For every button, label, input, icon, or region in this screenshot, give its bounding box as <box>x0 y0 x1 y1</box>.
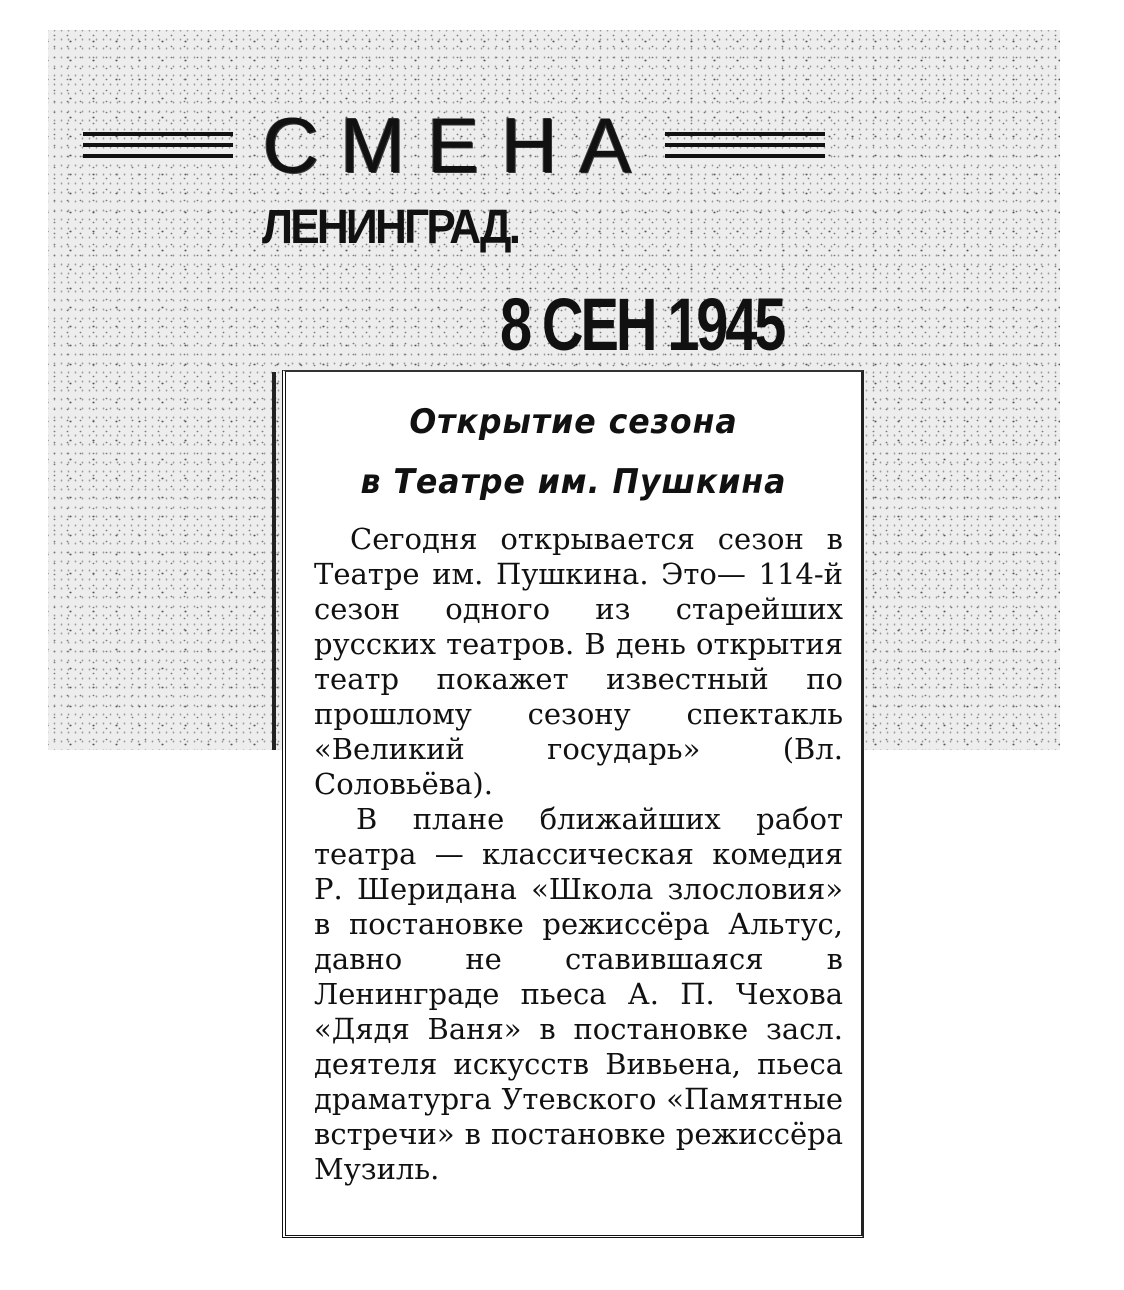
masthead-rule-left <box>83 132 233 158</box>
city-name: ЛЕНИНГРАД. <box>262 201 519 254</box>
article-paragraph-1: Сегодня открывается сезон в Театре им. Пушкина. Это— 114-й сезон одного из старейших русских театров. В день открытия театр покажет известный по прошлому сезону спектакль «Великий государь» (Вл. Соловьёва). <box>314 522 843 801</box>
clipping-edge-mark <box>272 372 276 750</box>
headline-line-1: Открытие сезона <box>409 402 738 442</box>
masthead <box>48 100 860 190</box>
article-clipping <box>282 370 864 1238</box>
newspaper-title: СМЕНА <box>262 100 654 189</box>
headline-line-2: в Театре им. Пушкина <box>360 462 787 502</box>
article-paragraph-2: В плане ближайших работ театра — классическая комедия Р. Шеридана «Школа злословия» в постановке режиссёра Альтус, давно не ставившаяся в Ленинграде пьеса А. П. Чехова «Дядя Ваня» в постановке засл. деятеля искусств Вивьена, пьеса драматурга Утевского «Памятные встречи» в постановке режиссёра Музиль. <box>314 802 843 1186</box>
masthead-rule-right <box>665 132 825 158</box>
date-stamp: 8 СЕН 1945 <box>500 283 784 366</box>
article-headline <box>328 392 818 512</box>
article-body <box>286 522 861 1187</box>
